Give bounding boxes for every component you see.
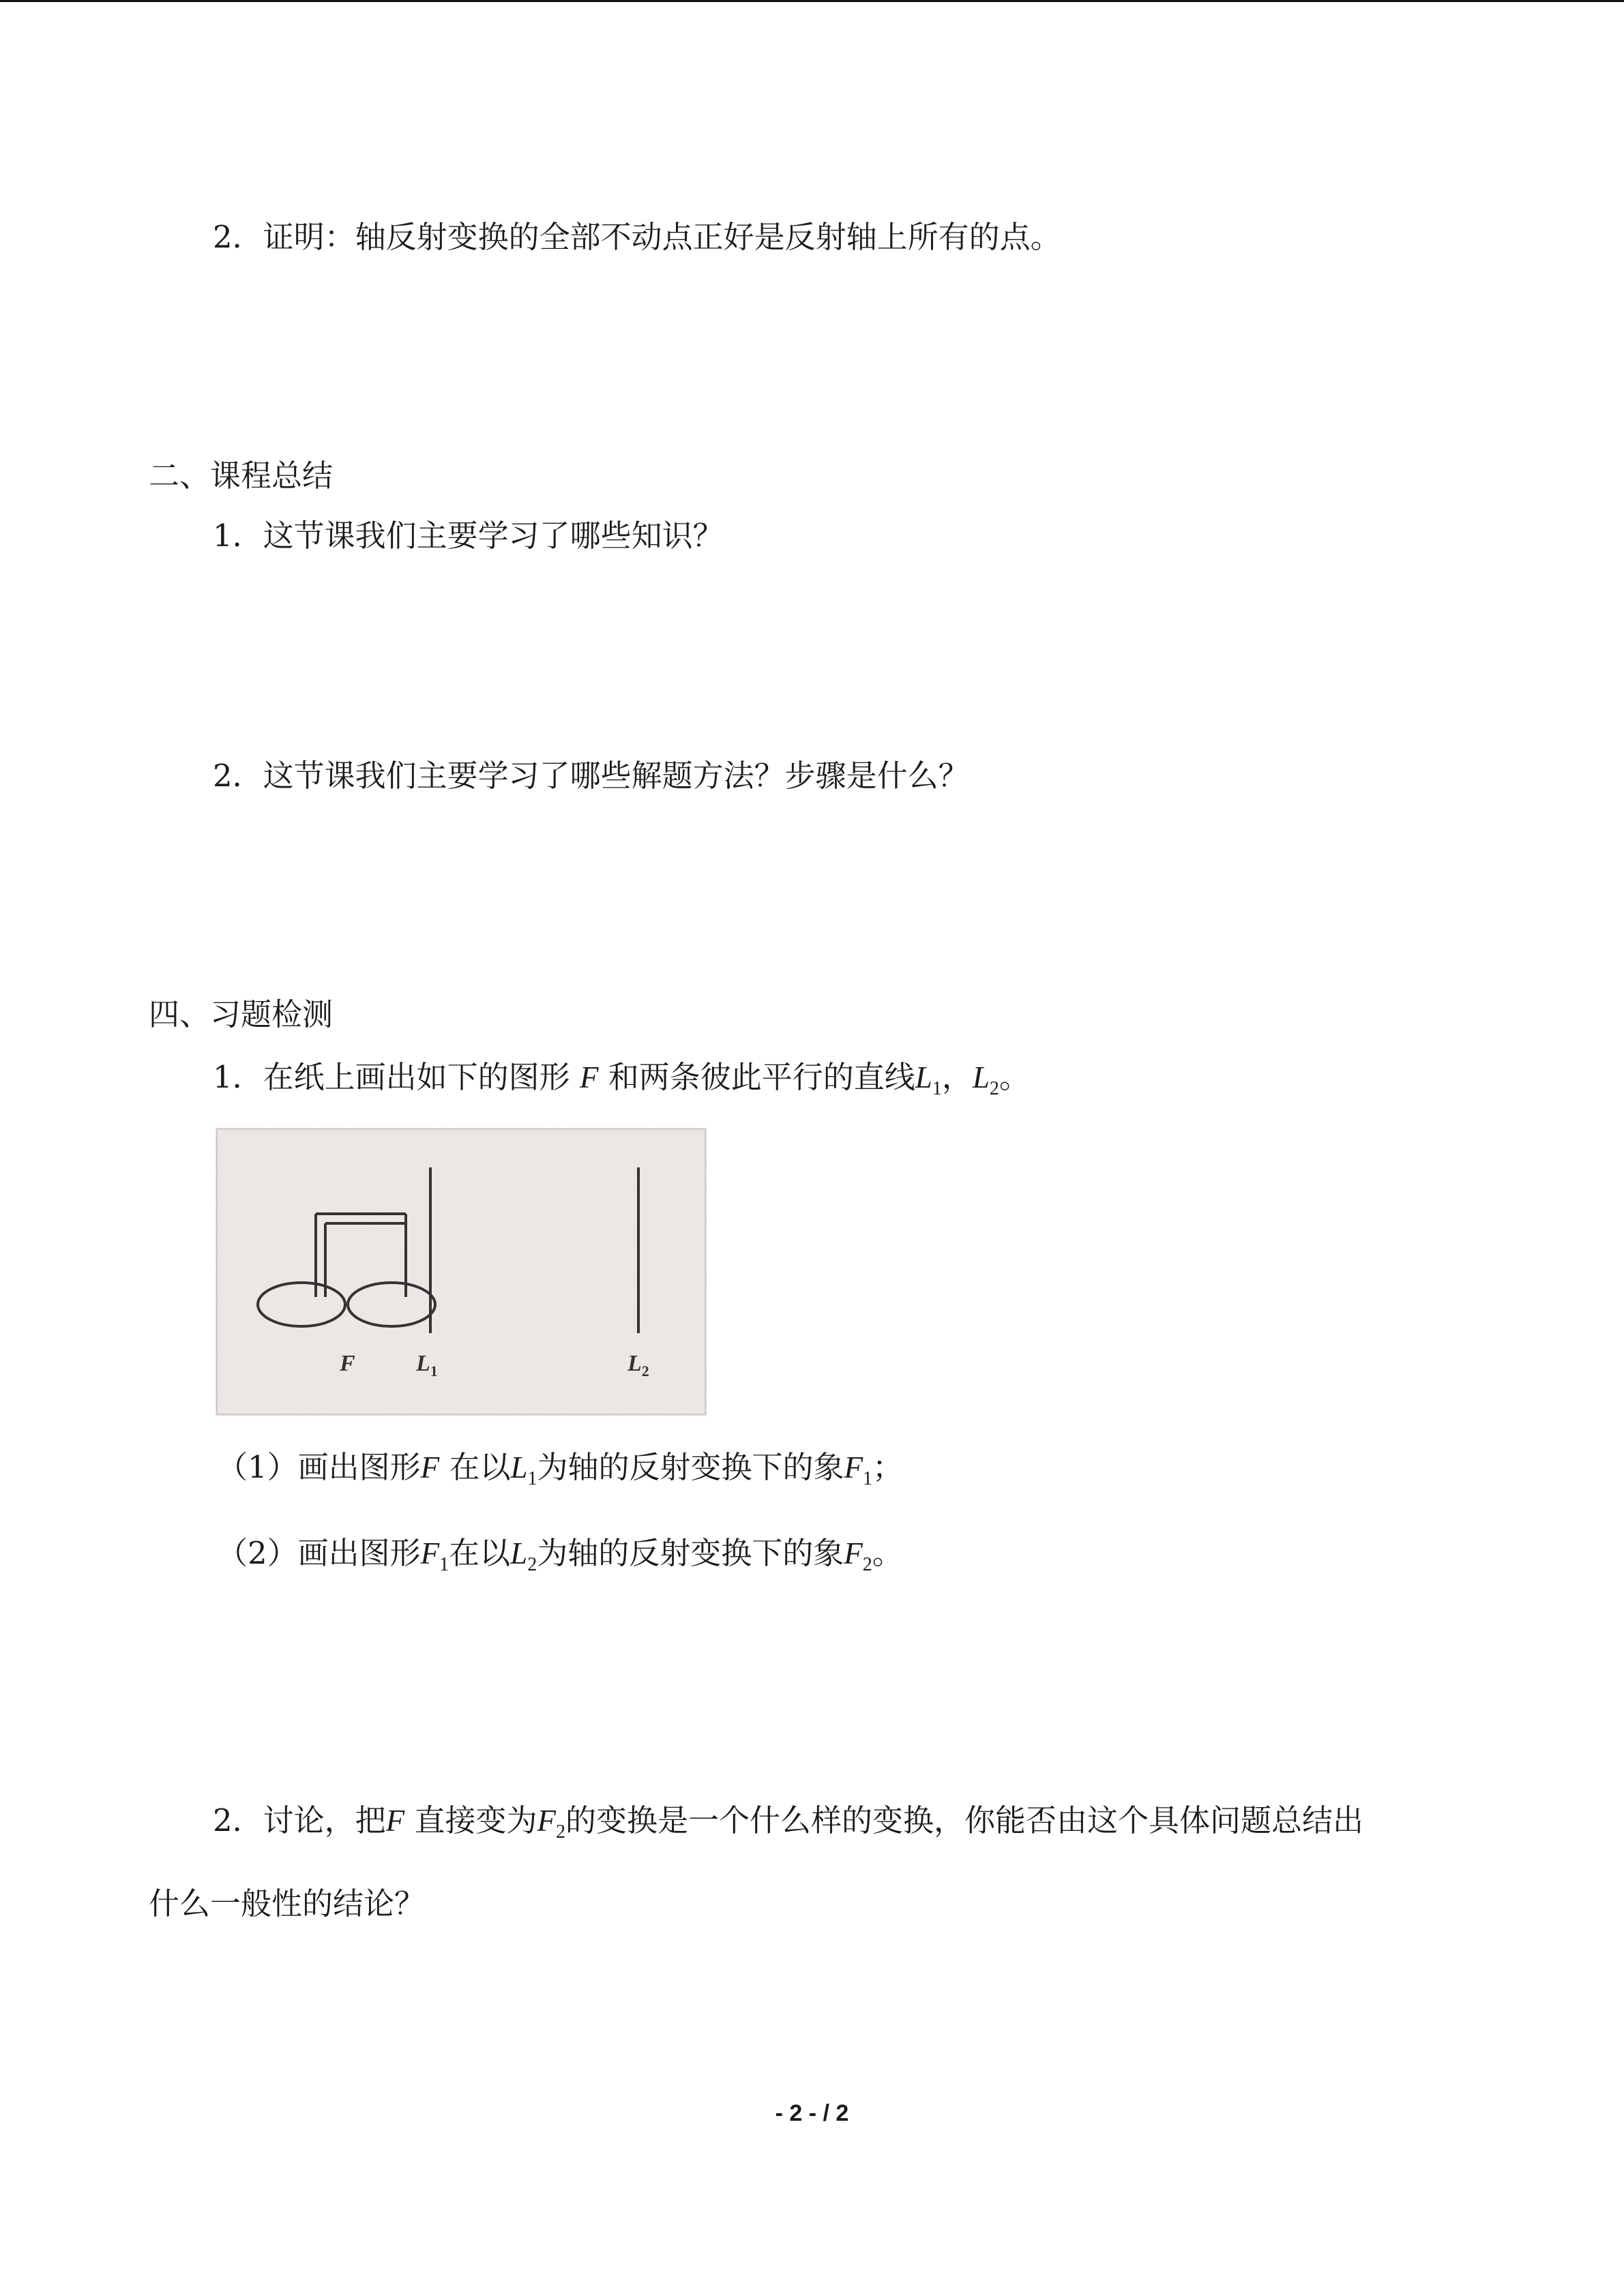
exercise-question-2-continued: 什么一般性的结论？: [149, 1885, 426, 1922]
math-F: F: [420, 1450, 440, 1485]
exercise-question-1: [213, 1057, 1030, 1109]
figure-label-L1: $L_1$: [416, 1351, 438, 1380]
summary-question-2: 2．这节课我们主要学习了哪些解题方法？步骤是什么？: [213, 758, 969, 794]
figure-note-and-lines: [213, 1125, 711, 1422]
math-F: F: [579, 1060, 599, 1094]
figure-label-F: F: [340, 1351, 355, 1376]
math-L2: $L_2$: [972, 1060, 999, 1099]
period: 。: [999, 1059, 1030, 1095]
exercise-1-prefix: 1．在纸上画出如下的图形: [213, 1059, 570, 1095]
exercise-1-subquestion-1: （1）画出图形F 在以$L_1$为轴的反射变换下的象$F_1$；: [217, 1449, 904, 1489]
math-L2: $L_2$: [510, 1536, 537, 1575]
top-border-line: [0, 0, 1624, 2]
section-heading-summary: 二、课程总结: [149, 458, 334, 494]
math-F1: $F_1$: [844, 1450, 873, 1489]
math-F1: $F_1$: [420, 1536, 449, 1575]
proof-question: 2．证明：轴反射变换的全部不动点正好是反射轴上所有的点。: [213, 219, 1061, 255]
section-heading-exercise: 四、习题检测: [149, 996, 334, 1032]
figure-label-L2: $L_2$: [628, 1351, 649, 1380]
page-number: - 2 - / 2: [775, 2100, 849, 2126]
math-F: F: [385, 1804, 405, 1838]
exercise-1-mid: 和两条彼此平行的直线: [608, 1059, 915, 1095]
summary-question-1: 1．这节课我们主要学习了哪些知识？: [213, 518, 724, 554]
comma: ，: [941, 1059, 973, 1095]
math-L1: $L_1$: [915, 1060, 942, 1099]
math-L1: $L_1$: [510, 1450, 537, 1489]
exercise-question-2: 2．讨论，把F 直接变为$F_2$的变换是一个什么样的变换，你能否由这个具体问题总结出: [213, 1802, 1363, 1843]
math-F2: $F_2$: [537, 1804, 565, 1843]
exercise-1-subquestion-2: （2）画出图形$F_1$在以$L_2$为轴的反射变换下的象$F_2$。: [217, 1535, 903, 1575]
math-F2: $F_2$: [844, 1536, 872, 1575]
